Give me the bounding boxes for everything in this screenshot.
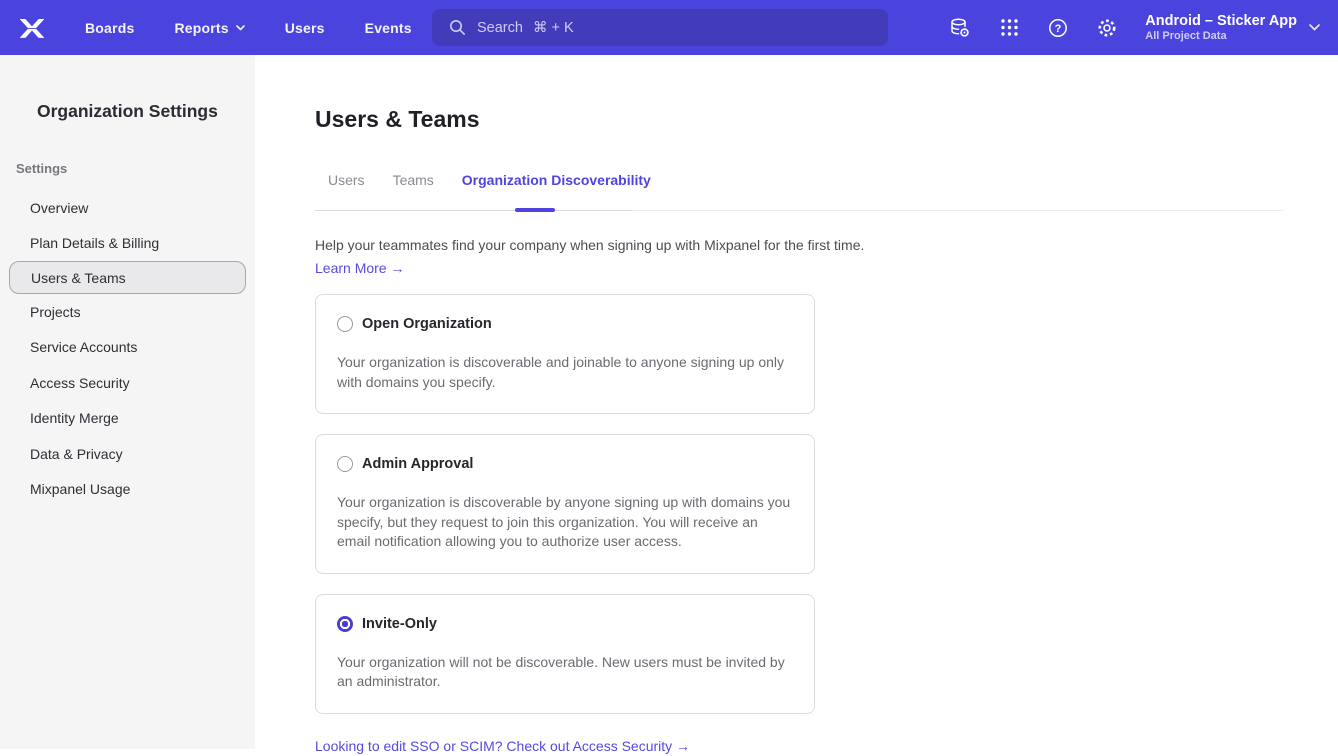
sidebar-item-plan-details-billing[interactable]: Plan Details & Billing	[30, 235, 160, 252]
svg-text:?: ?	[1054, 22, 1062, 35]
discoverability-intro-text: Help your teammates find your company when signing up with Mixpanel for the first time.	[315, 237, 865, 253]
sidebar-item-overview[interactable]: Overview	[30, 199, 89, 216]
project-selector[interactable]	[1145, 12, 1320, 43]
nav-item-boards-label: Boards	[85, 19, 135, 36]
option-card-invite-only	[315, 594, 815, 714]
mixpanel-x-logo[interactable]	[17, 15, 47, 41]
sidebar-item-data-privacy[interactable]: Data & Privacy	[30, 445, 123, 462]
sidebar-item-mixpanel-usage[interactable]: Mixpanel Usage	[30, 481, 131, 498]
sidebar-item-projects[interactable]: Projects	[30, 303, 81, 320]
project-name: Android – Sticker App	[1145, 13, 1297, 29]
main-content	[255, 55, 1338, 754]
tab-bar	[315, 172, 1283, 211]
option-open-organization[interactable]	[337, 316, 794, 332]
settings-gear-icon[interactable]	[1096, 17, 1118, 39]
option-description: Your organization will not be discoverable. New users must be invited by an administrator.	[337, 653, 785, 689]
search-input[interactable]	[432, 9, 888, 46]
sidebar-title: Organization Settings	[37, 101, 218, 121]
nav-item-reports[interactable]	[174, 20, 244, 36]
help-icon[interactable]	[1047, 17, 1069, 39]
tab-organization-discoverability[interactable]: Organization Discoverability	[461, 172, 651, 188]
sidebar-nav-list	[0, 190, 255, 507]
chevron-down-icon	[1309, 24, 1320, 31]
option-invite-only[interactable]	[337, 616, 794, 632]
chevron-down-icon	[236, 25, 245, 31]
nav-right-cluster	[949, 0, 1320, 55]
option-admin-approval[interactable]	[337, 456, 794, 472]
search-placeholder: Search	[477, 19, 523, 36]
sidebar-section-label: Settings	[16, 161, 68, 176]
option-label: Admin Approval	[362, 456, 474, 472]
tab-row	[315, 172, 1283, 210]
learn-more-link[interactable]: Learn More →	[315, 260, 405, 276]
data-management-icon[interactable]	[949, 17, 971, 39]
sidebar-item-access-security[interactable]: Access Security	[30, 374, 130, 391]
sidebar	[0, 55, 255, 749]
project-selector-text	[1145, 12, 1297, 43]
nav-item-users[interactable]	[285, 20, 325, 36]
tab-users[interactable]: Users	[328, 172, 365, 188]
nav-links	[85, 20, 412, 36]
option-label: Open Organization	[362, 316, 492, 332]
nav-item-boards[interactable]	[85, 20, 134, 36]
radio-admin-approval[interactable]	[337, 456, 353, 472]
radio-open-organization[interactable]	[337, 316, 353, 332]
tab-row-divider	[315, 210, 633, 211]
project-data-scope: All Project Data	[1145, 30, 1227, 42]
option-card-admin-approval	[315, 434, 815, 574]
tab-teams[interactable]: Teams	[392, 172, 434, 188]
option-description: Your organization is discoverable and joinable to anyone signing up only with domains you specify.	[337, 354, 785, 390]
page-title: Users & Teams	[315, 106, 480, 132]
radio-invite-only-selected[interactable]	[337, 616, 353, 632]
active-tab-indicator	[515, 208, 555, 212]
nav-item-events-label: Events	[364, 19, 412, 36]
sidebar-item-identity-merge[interactable]: Identity Merge	[30, 410, 119, 427]
apps-grid-icon[interactable]	[998, 17, 1020, 39]
search-shortcut: ⌘ + K	[532, 19, 574, 36]
option-card-open-organization	[315, 294, 815, 414]
sidebar-item-users-teams[interactable]: Users & Teams	[9, 261, 246, 294]
sidebar-item-service-accounts[interactable]: Service Accounts	[30, 339, 138, 356]
search-icon	[449, 19, 466, 36]
nav-item-events[interactable]	[365, 20, 412, 36]
nav-item-users-label: Users	[284, 19, 325, 36]
nav-item-reports-label: Reports	[174, 19, 229, 36]
access-security-link[interactable]: Looking to edit SSO or SCIM? Check out Access Security →	[315, 737, 691, 754]
top-nav	[0, 0, 1338, 55]
option-description: Your organization is discoverable by anyone signing up with domains you specify, but they request to join this organization. You will receive an email notification allowing you to authorize user access.	[337, 494, 791, 549]
option-label: Invite-Only	[362, 615, 437, 632]
